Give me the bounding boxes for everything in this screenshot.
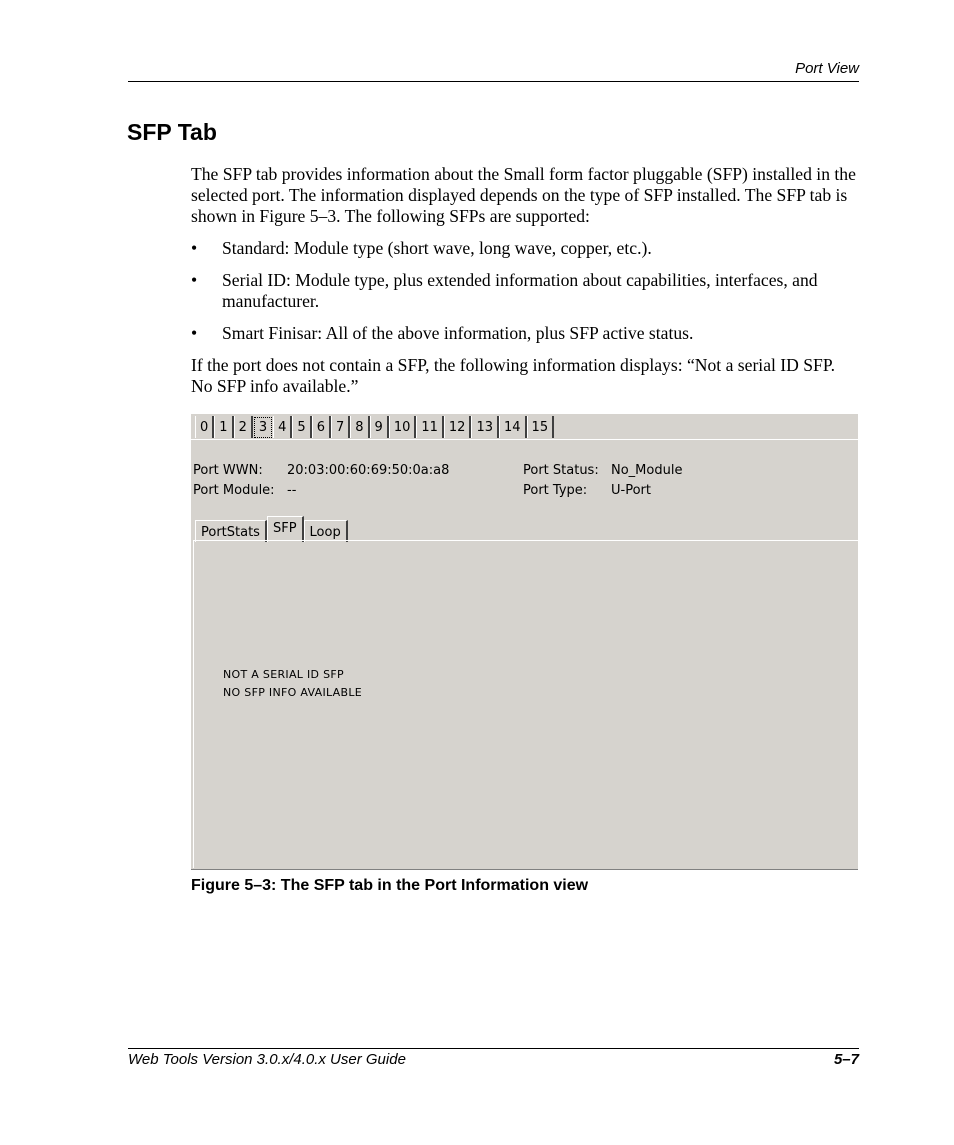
list-item-text: Serial ID: Module type, plus extended information about capabilities, interfaces, and manufacturer. — [222, 270, 818, 311]
port-type-row — [523, 481, 823, 501]
port-tab-13[interactable]: 13 — [471, 416, 499, 438]
page-number: 5–7 — [833, 1051, 859, 1068]
port-tab-2[interactable]: 2 — [234, 416, 253, 438]
intro-paragraph: The SFP tab provides information about the Small form factor pluggable (SFP) installed in the selected port. The information displayed depends on the type of SFP installed. The SFP tab is shown in Figure 5–3. The following SFPs are supported: — [191, 164, 856, 226]
port-info-right — [523, 461, 823, 501]
port-tab-bar — [195, 416, 554, 438]
footer-rule — [128, 1048, 859, 1049]
port-tab-15[interactable]: 15 — [527, 416, 555, 438]
port-information-screenshot — [191, 414, 858, 870]
port-status-label: Port Status: — [523, 463, 599, 478]
list-item — [191, 270, 859, 312]
port-tab-8[interactable]: 8 — [350, 416, 369, 438]
list-item-text: Smart Finisar: All of the above information, plus SFP active status. — [222, 323, 694, 343]
tab-portstats[interactable]: PortStats — [195, 520, 267, 542]
port-wwn-row — [193, 461, 493, 481]
port-tab-7[interactable]: 7 — [331, 416, 350, 438]
port-tab-5[interactable]: 5 — [292, 416, 311, 438]
port-tab-3[interactable]: 3 — [254, 417, 272, 438]
port-tab-4[interactable]: 4 — [273, 416, 292, 438]
port-tab-6[interactable]: 6 — [312, 416, 331, 438]
bullet-icon: • — [191, 270, 198, 290]
no-sfp-paragraph: If the port does not contain a SFP, the following information displays: “Not a serial ID SFP. No SFP info available.” — [191, 355, 836, 396]
port-status-value: No_Module — [611, 463, 683, 478]
list-item — [191, 323, 859, 344]
bullet-icon: • — [191, 323, 198, 343]
figure-caption: Figure 5–3: The SFP tab in the Port Information view — [191, 877, 589, 894]
port-info-left — [193, 461, 493, 501]
list-item — [191, 238, 859, 259]
port-tab-11[interactable]: 11 — [416, 416, 444, 438]
list-item-text: Standard: Module type (short wave, long wave, copper, etc.). — [222, 238, 652, 258]
port-tab-0[interactable]: 0 — [195, 416, 214, 438]
sfp-type-list — [191, 238, 859, 355]
header-rule — [128, 81, 859, 82]
sfp-message-line: NOT A SERIAL ID SFP — [223, 668, 344, 681]
port-module-value: -- — [287, 483, 297, 498]
running-header: Port View — [795, 60, 859, 77]
tab-loop[interactable]: Loop — [304, 520, 348, 542]
port-type-value: U-Port — [611, 483, 651, 498]
port-tab-1[interactable]: 1 — [214, 416, 233, 438]
sfp-panel — [193, 540, 858, 868]
port-module-label: Port Module: — [193, 483, 275, 498]
port-tab-14[interactable]: 14 — [499, 416, 527, 438]
port-wwn-label: Port WWN: — [193, 463, 263, 478]
tab-bar-divider — [191, 439, 858, 440]
port-wwn-value: 20:03:00:60:69:50:0a:a8 — [287, 463, 450, 478]
section-title: SFP Tab — [127, 119, 217, 145]
port-module-row — [193, 481, 493, 501]
sfp-message — [223, 666, 362, 702]
port-type-label: Port Type: — [523, 483, 588, 498]
footer-guide-title: Web Tools Version 3.0.x/4.0.x User Guide — [128, 1051, 406, 1068]
sfp-message-line: NO SFP INFO AVAILABLE — [223, 686, 363, 699]
tab-sfp[interactable]: SFP — [267, 516, 304, 542]
port-detail-tabs — [195, 516, 348, 542]
port-status-row — [523, 461, 823, 481]
port-tab-9[interactable]: 9 — [370, 416, 389, 438]
port-tab-12[interactable]: 12 — [444, 416, 472, 438]
bullet-icon: • — [191, 238, 198, 258]
port-tab-10[interactable]: 10 — [389, 416, 417, 438]
